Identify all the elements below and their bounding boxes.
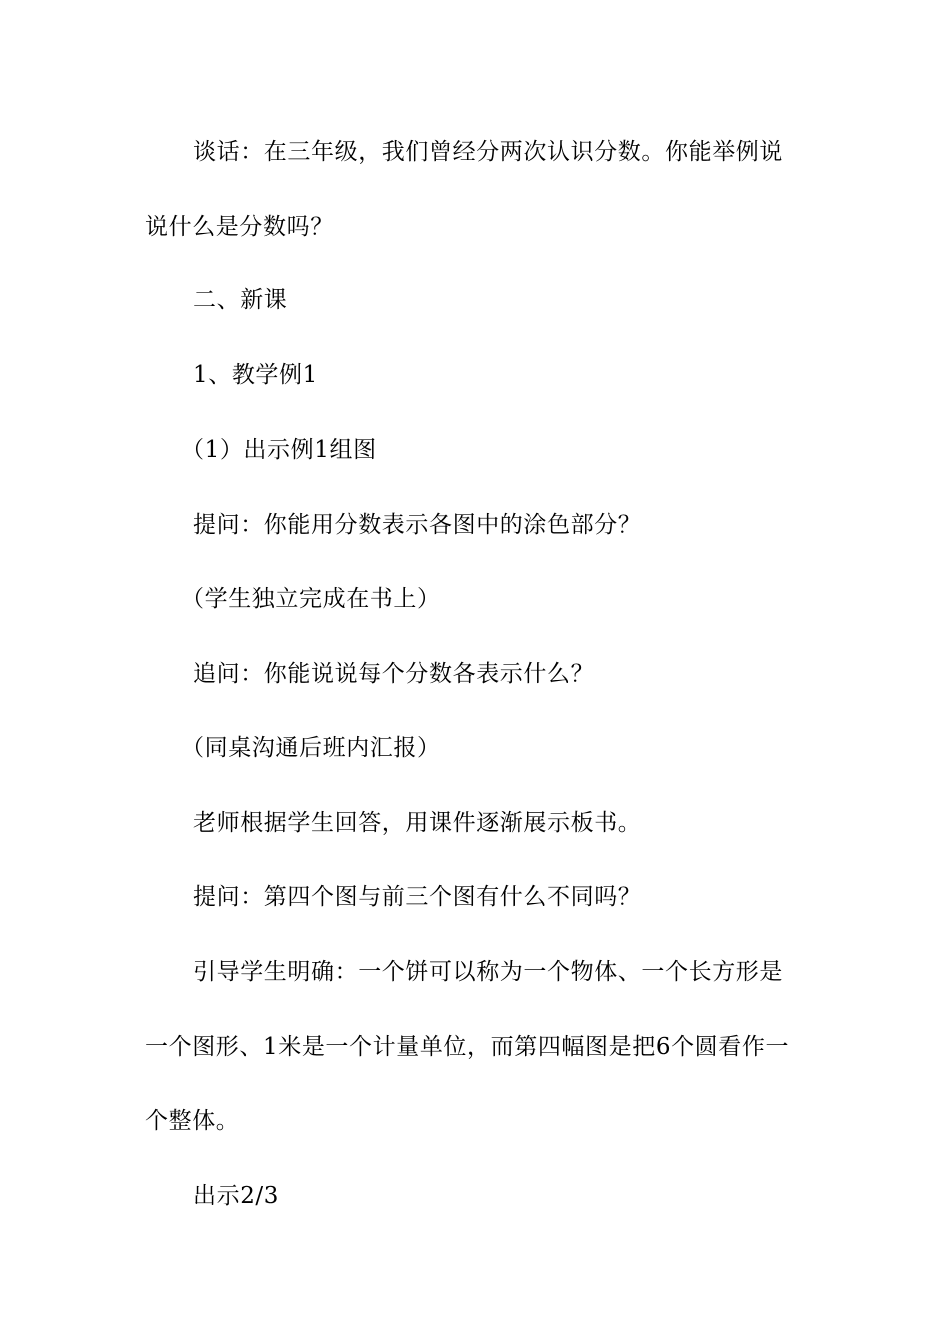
subsection-heading-example-1: 1、教学例1 (193, 362, 318, 388)
paragraph-guide-line-2: 一个图形、1米是一个计量单位，而第四幅图是把6个圆看作一 (145, 1034, 790, 1060)
question-fraction-meaning: 追问：你能说说每个分数各表示什么？ (193, 661, 595, 687)
paragraph-talk-line-1: 谈话：在三年级，我们曾经分两次认识分数。你能举例说 (193, 139, 783, 165)
section-heading-new-lesson: 二、新课 (193, 287, 288, 313)
question-fourth-figure: 提问：第四个图与前三个图有什么不同吗？ (193, 884, 642, 910)
note-desk-mates-report: （同桌沟通后班内汇报） (181, 735, 441, 761)
note-students-complete: （学生独立完成在书上） (181, 586, 441, 612)
teacher-board-note: 老师根据学生回答，用课件逐渐展示板书。 (193, 810, 642, 836)
step-show-figures: （1）出示例1组图 (181, 437, 377, 463)
question-shaded-part: 提问：你能用分数表示各图中的涂色部分？ (193, 512, 642, 538)
paragraph-guide-line-1: 引导学生明确：一个饼可以称为一个物体、一个长方形是 (193, 959, 783, 985)
paragraph-guide-line-3: 个整体。 (145, 1108, 240, 1134)
show-fraction-two-thirds: 出示2/3 (193, 1183, 280, 1209)
paragraph-talk-line-2: 说什么是分数吗？ (145, 214, 334, 240)
